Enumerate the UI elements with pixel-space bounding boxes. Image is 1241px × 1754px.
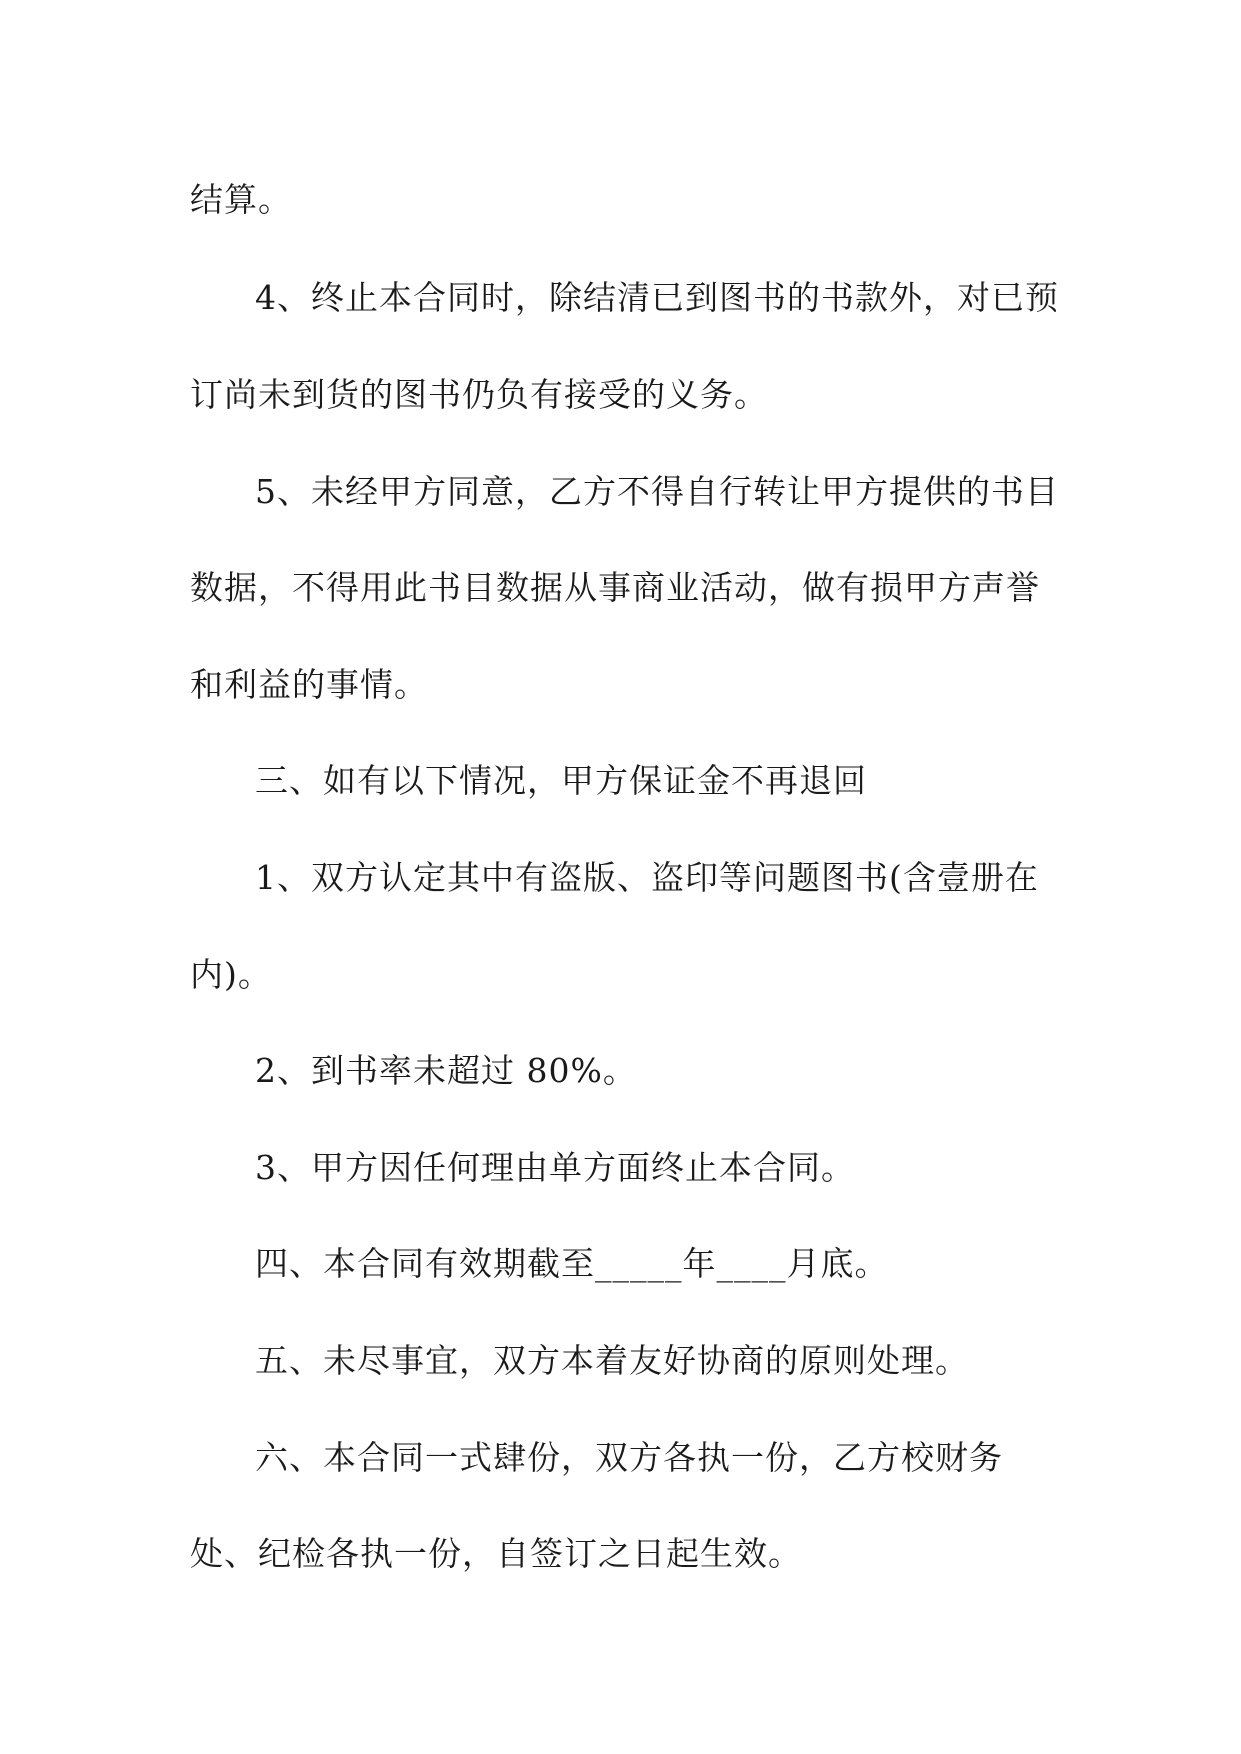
text-line: 四、本合同有效期截至_____年____月底。 (255, 1244, 889, 1283)
text-line: 处、纪检各执一份，自签订之日起生效。 (190, 1534, 802, 1573)
text-line: 五、未尽事宜，双方本着友好协商的原则处理。 (255, 1341, 969, 1380)
text-line: 六、本合同一式肆份，双方各执一份，乙方校财务 (255, 1438, 1003, 1477)
text-line: 和利益的事情。 (190, 665, 428, 704)
section-heading: 三、如有以下情况，甲方保证金不再退回 (255, 761, 867, 800)
text-line: 1、双方认定其中有盗版、盗印等问题图书(含壹册在 (255, 858, 1039, 897)
text-line: 结算。 (190, 180, 292, 219)
text-line: 数据，不得用此书目数据从事商业活动，做有损甲方声誉 (190, 568, 1040, 607)
text-line: 2、到书率未超过 80%。 (255, 1051, 637, 1090)
text-line: 内)。 (190, 955, 272, 994)
text-line: 订尚未到货的图书仍负有接受的义务。 (190, 375, 768, 414)
text-line: 4、终止本合同时，除结清已到图书的书款外，对已预 (255, 278, 1059, 317)
text-line: 3、甲方因任何理由单方面终止本合同。 (255, 1148, 855, 1187)
text-line: 5、未经甲方同意，乙方不得自行转让甲方提供的书目 (255, 472, 1059, 511)
